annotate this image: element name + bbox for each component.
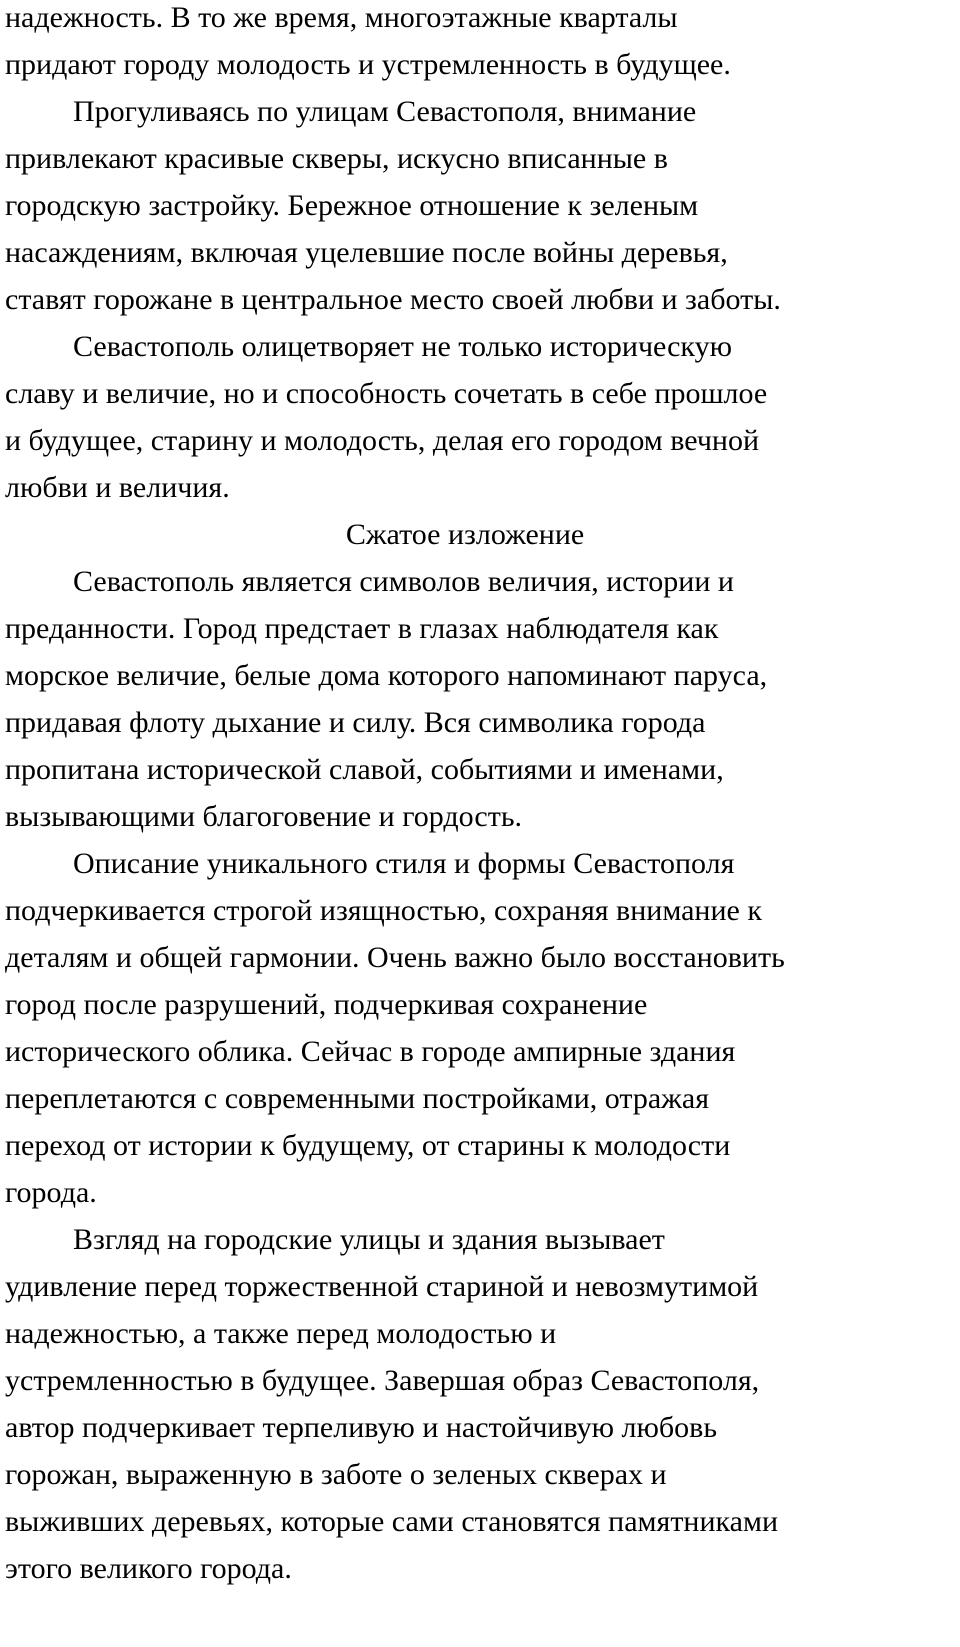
paragraph-embodies [5,323,960,511]
text-line: надежностью, а также перед молодостью и [5,1317,557,1350]
text-line: городскую застройку. Бережное отношение к зеленым [5,189,699,222]
paragraph-squares [5,88,960,323]
section-heading: Сжатое изложение [345,518,585,551]
text-line: горожан, выраженную в заботе о зеленых скверах и [5,1458,667,1491]
text-line: морское величие, белые дома которого напоминают паруса, [5,659,768,692]
text-line: деталям и общей гармонии. Очень важно было восстановить [5,941,785,974]
text-line: ставят горожане в центральное место своей любви и заботы. [5,283,781,316]
text-line: любви и величия. [5,471,230,504]
text-line: подчеркивается строгой изящностью, сохраняя внимание к [5,894,762,927]
text-line: переход от истории к будущему, от старины к молодости [5,1129,731,1162]
text-line: город после разрушений, подчеркивая сохранение [5,988,648,1021]
text-line: удивление перед торжественной стариной и невозмутимой [5,1270,759,1303]
text-line: Севастополь олицетворяет не только историческую [73,330,732,363]
text-line: этого великого города. [5,1552,292,1585]
text-line: исторического облика. Сейчас в городе ампирные здания [5,1035,736,1068]
text-line: насаждениям, включая уцелевшие после войны деревья, [5,236,728,269]
text-line: автор подчеркивает терпеливую и настойчивую любовь [5,1411,718,1444]
text-line: города. [5,1176,97,1209]
text-line: придают городу молодость и устремленность в будущее. [5,48,731,81]
text-line: выживших деревьях, которые сами становятся памятниками [5,1505,779,1538]
text-line: надежность. В то же время, многоэтажные кварталы [5,1,678,34]
text-line: переплетаются с современными постройками, отражая [5,1082,710,1115]
text-line: Описание уникального стиля и формы Севастополя [73,847,735,880]
text-line: Прогуливаясь по улицам Севастополя, внимание [73,95,697,128]
paragraph-carryover [5,0,960,88]
text-line: пропитана исторической славой, событиями и именами, [5,753,724,786]
text-line: придавая флоту дыхание и силу. Вся символика города [5,706,706,739]
text-line: Взгляд на городские улицы и здания вызывает [73,1223,665,1256]
text-line: привлекают красивые скверы, искусно вписанные в [5,142,668,175]
summary-paragraph-2 [5,840,960,1216]
text-line: и будущее, старину и молодость, делая его городом вечной [5,424,760,457]
text-line: славу и величие, но и способность сочетать в себе прошлое [5,377,768,410]
text-line: устремленностью в будущее. Завершая образ Севастополя, [5,1364,760,1397]
text-line: вызывающими благоговение и гордость. [5,800,523,833]
summary-paragraph-3 [5,1216,960,1592]
text-line: Севастополь является символов величия, истории и [73,565,734,598]
summary-paragraph-1 [5,558,960,840]
text-line: преданности. Город предстает в глазах наблюдателя как [5,612,719,645]
